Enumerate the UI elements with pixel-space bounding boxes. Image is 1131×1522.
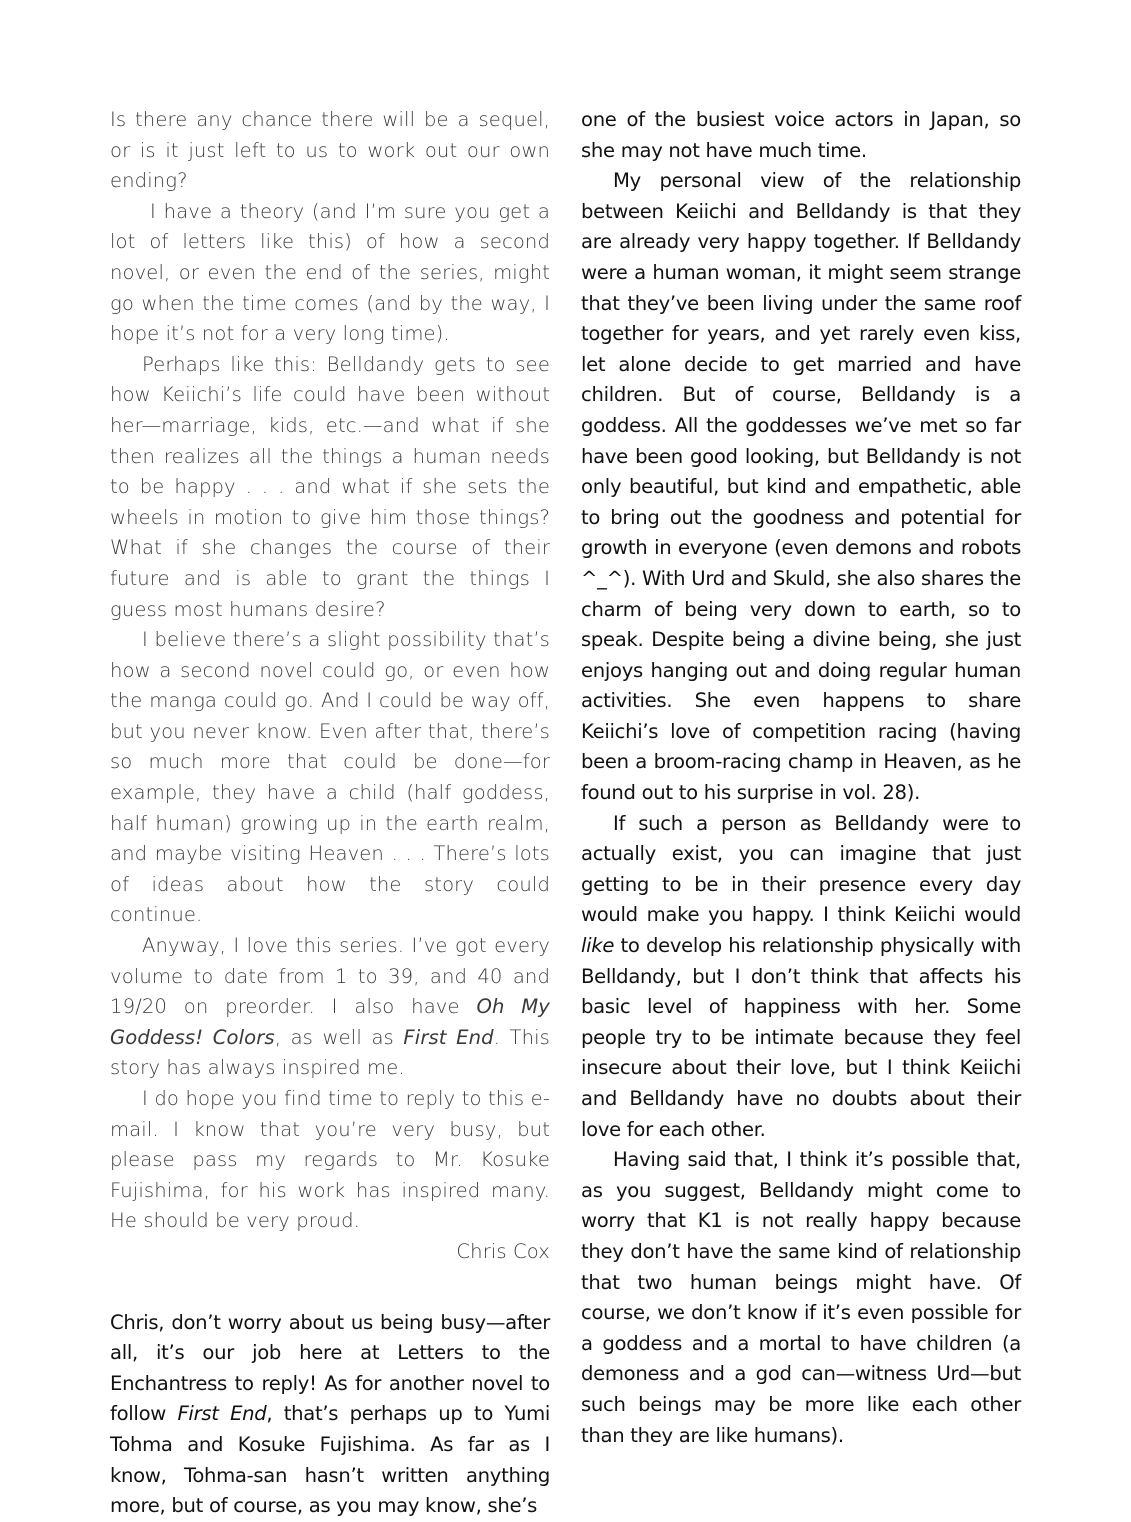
- reply-paragraph-1-cont: one of the busiest voice actors in Japan, so she may not have much time.: [581, 108, 1021, 162]
- reply-p1-text-c: , that’s perhaps up to Yumi Tohma and Kosuke Fujishima. As far as I know, Tohma-san hasn’t written anything more, but of course, as you may know, she’s: [110, 1402, 550, 1518]
- reader-letter: [110, 105, 550, 1268]
- left-column: [110, 105, 550, 1522]
- reply-paragraph-1: [110, 1308, 550, 1522]
- reply-p1-text-a: Chris, don’t worry about us being busy—after all, it’s our job here at Letters to the Enchantress to reply! As for another novel to follow: [110, 1310, 550, 1426]
- editor-reply: [110, 1308, 550, 1522]
- reply-first-end-title: First End: [177, 1402, 267, 1426]
- first-end-title: First End: [403, 1025, 494, 1049]
- letter-p5-text-a: Anyway, I love this series. I’ve got every volume to date from 1 to 39, and 40 and 19/20 on preorder. I also have: [110, 934, 550, 1019]
- letter-paragraph-2: I have a theory (and I’m sure you get a lot of letters like this) of how a second novel, or even the end of the series, might go when the time comes (and by the way, I hope it’s not for a very long time).: [110, 199, 550, 346]
- reply-paragraph-3: [581, 809, 1021, 1146]
- letter-paragraph-4: I believe there’s a slight possibility that’s how a second novel could go, or even how the manga could go. And I could be way off, but you never know. Even after that, there’s so much more that could be done—for example, they have a child (half goddess, half human) growing up in the earth realm, and maybe visiting Heaven . . . There’s lots of ideas about how the story could continue.: [110, 628, 550, 927]
- colors-book-title: Oh My Goddess! Colors: [110, 995, 550, 1049]
- reply-paragraph-2: My personal view of the relationship between Keiichi and Belldandy is that they are already very happy together. If Belldandy were a human woman, it might seem strange that they’ve been living under the same roof together for years, and yet rarely even kiss, let alone decide to get married and have children. But of course, Belldandy is a goddess. All the goddesses we’ve met so far have been good looking, but Belldandy is not only beautiful, but kind and empathetic, able to bring out the goodness and potential for growth in everyone (even demons and robots ^_^). With Urd and Skuld, she also shares the charm of being very down to earth, so to speak. Despite being a divine being, she just enjoys hanging out and doing regular human activities. She even happens to share Keiichi’s love of competition racing (having been a broom-racing champ in Heaven, as he found out to his surprise in vol. 28).: [581, 169, 1021, 805]
- reply-p3-emphasis: like: [581, 934, 615, 958]
- letter-signature: Chris Cox: [456, 1239, 550, 1263]
- right-column: [581, 105, 1021, 1451]
- letter-p5-text-c: , as well as: [274, 1025, 404, 1049]
- letter-paragraph-3: Perhaps like this: Belldandy gets to see how Keiichi’s life could have been without her—marriage, kids, etc.—and what if she then realizes all the things a human needs to be happy . . . and what if she sets the wheels in motion to give him those things? What if she changes the course of their future and is able to grant the things I guess most humans desire?: [110, 352, 550, 621]
- letter-paragraph-6: I do hope you find time to reply to this e-mail. I know that you’re very busy, but please pass my regards to Mr. Kosuke Fujishima, for his work has inspired many. He should be very proud.: [110, 1087, 550, 1233]
- reply-p3-text-c: to develop his relationship physically with Belldandy, but I don’t think that affects his basic level of happiness with her. Some people try to be intimate because they feel insecure about their love, but I think Keiichi and Belldandy have no doubts about their love for each other.: [581, 934, 1021, 1141]
- letter-paragraph-1: Is there any chance there will be a sequel, or is it just left to us to work out our own ending?: [110, 108, 550, 193]
- reply-p3-text-a: If such a person as Belldandy were to actually exist, you can imagine that just getting to be in their presence every day would make you happy. I think Keiichi would: [581, 811, 1021, 927]
- letter-p5-text-e: . This story has always inspired me.: [110, 1025, 550, 1080]
- editor-reply-continued: [581, 105, 1021, 1451]
- letter-paragraph-5: [110, 931, 550, 1084]
- reply-paragraph-4: Having said that, I think it’s possible that, as you suggest, Belldandy might come to worry that K1 is not really happy because they don’t have the same kind of relationship that two human beings might have. Of course, we don’t know if it’s even possible for a goddess and a mortal to have children (a demoness and a god can—witness Urd—but such beings may be more like each other than they are like humans).: [581, 1148, 1021, 1447]
